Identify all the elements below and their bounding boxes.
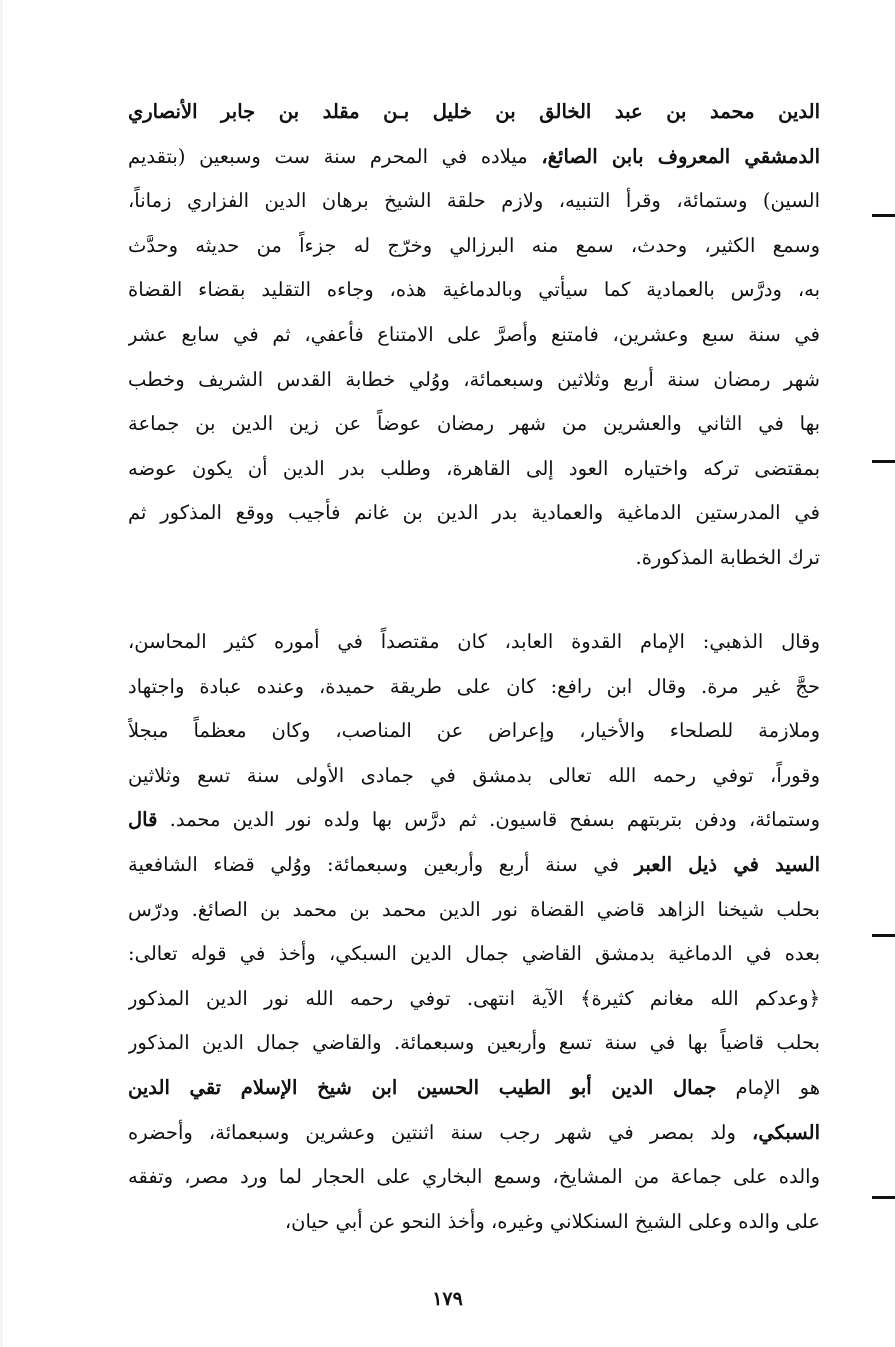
bold-text-segment: قال bbox=[128, 808, 158, 832]
text-line bbox=[128, 709, 820, 754]
bold-text-segment: السيد في ذيل العبر bbox=[634, 852, 820, 876]
text-segment: وملازمة للصلحاء والأخيار، وإعراض عن المناصب، وكان معظماً مبجلاً bbox=[128, 719, 820, 743]
text-line bbox=[128, 224, 820, 269]
text-line bbox=[128, 754, 820, 799]
text-segment: بمقتضى تركه واختياره العود إلى القاهرة، وطلب بدر الدين أن يكون عوضه bbox=[128, 456, 820, 480]
text-line bbox=[128, 536, 820, 581]
text-line bbox=[128, 402, 820, 447]
text-segment: هو الإمام bbox=[716, 1075, 820, 1099]
text-line bbox=[128, 1021, 820, 1066]
text-line bbox=[128, 313, 820, 358]
text-segment: حجَّ غير مرة. وقال ابن رافع: كان على طريقة حميدة، وعنده عبادة واجتهاد bbox=[128, 674, 820, 698]
margin-mark bbox=[872, 460, 895, 463]
text-line bbox=[128, 179, 820, 224]
bold-text-segment: السبكي، bbox=[752, 1120, 820, 1144]
text-line bbox=[128, 1111, 820, 1156]
text-line bbox=[128, 843, 820, 888]
text-line bbox=[128, 932, 820, 977]
text-segment: ﴿وعدكم الله مغانم كثيرة﴾ الآية انتهى. توفي رحمه الله نور الدين المذكور bbox=[128, 986, 820, 1010]
text-line bbox=[128, 268, 820, 313]
text-segment: وستمائة، ودفن بتربتهم بسفح قاسيون. ثم درَّس بها ولده نور الدين محمد. bbox=[157, 808, 820, 832]
bold-text-segment: الدين محمد بن عبد الخالق بن خليل بـن مقلد بن جابر الأنصاري bbox=[128, 100, 820, 123]
paragraph-2 bbox=[128, 620, 820, 1244]
text-segment: على والده وعلى الشيخ السنكلاني وغيره، وأخذ النحو عن أبي حيان، bbox=[284, 1209, 820, 1233]
text-line bbox=[128, 665, 820, 710]
margin-mark bbox=[872, 934, 895, 937]
bold-text-segment: الدمشقي المعروف بابن الصائغ، bbox=[541, 144, 820, 168]
text-segment: وقال الذهبي: الإمام القدوة العابد، كان مقتصداً في أموره كثير المحاسن، bbox=[128, 630, 820, 653]
text-segment: في سنة سبع وعشرين، فامتنع وأصرَّ على الامتناع فأعفي، ثم في سابع عشر bbox=[128, 322, 820, 346]
paragraph-1 bbox=[128, 90, 820, 581]
text-line bbox=[128, 620, 820, 665]
margin-mark bbox=[872, 1196, 895, 1199]
text-segment: ترك الخطابة المذكورة. bbox=[635, 545, 820, 569]
text-segment: بها في الثاني والعشرين من شهر رمضان عوضاً عن زين الدين بن جماعة bbox=[128, 412, 820, 436]
text-segment: في المدرستين الدماغية والعمادية بدر الدين بن غانم فأجيب ووقع المذكور ثم bbox=[128, 501, 820, 525]
text-line bbox=[128, 1155, 820, 1200]
text-segment: في سنة أربع وأربعين وسبعمائة: ووُلي قضاء الشافعية bbox=[128, 852, 635, 876]
text-line bbox=[128, 1066, 820, 1111]
text-segment: بحلب قاضياً بها في سنة تسع وأربعين وسبعمائة. والقاضي جمال الدين المذكور bbox=[128, 1031, 820, 1055]
text-line bbox=[128, 447, 820, 492]
page-number: ١٧٩ bbox=[432, 1288, 463, 1310]
text-segment: ولد بمصر في شهر رجب سنة اثنتين وعشرين وسبعمائة، وأحضره bbox=[128, 1120, 753, 1144]
text-segment: وقوراً، توفي رحمه الله تعالى بدمشق في جمادى الأولى سنة تسع وثلاثين bbox=[128, 763, 820, 787]
text-segment: به، ودرَّس بالعمادية كما سيأتي وبالدماغية هذه، وجاءه التقليد بقضاء القضاة bbox=[128, 278, 820, 302]
text-line bbox=[128, 135, 820, 180]
text-line bbox=[128, 1200, 820, 1245]
text-segment: والده على جماعة من المشايخ، وسمع البخاري على الحجار لما ورد مصر، وتفقه bbox=[128, 1165, 820, 1189]
margin-mark bbox=[872, 214, 895, 217]
text-line bbox=[128, 798, 820, 843]
text-line bbox=[128, 888, 820, 933]
text-segment: شهر رمضان سنة أربع وثلاثين وسبعمائة، ووُلي خطابة القدس الشريف وخطب bbox=[128, 367, 820, 391]
text-segment: ميلاده في المحرم سنة ست وسبعين (بتقديم bbox=[128, 144, 542, 168]
text-segment: بحلب شيخنا الزاهد قاضي القضاة نور الدين محمد بن محمد بن الصائغ. ودرّس bbox=[128, 897, 820, 921]
bold-text-segment: جمال الدين أبو الطيب الحسين ابن شيخ الإسلام تقي الدين bbox=[128, 1075, 717, 1099]
text-line bbox=[128, 977, 820, 1022]
page-edge-shadow bbox=[0, 0, 3, 1347]
text-segment: السين) وستمائة، وقرأ التنبيه، ولازم حلقة الشيخ برهان الدين الفزاري زماناً، bbox=[128, 189, 820, 213]
text-line bbox=[128, 90, 820, 135]
text-line bbox=[128, 491, 820, 536]
text-line bbox=[128, 358, 820, 403]
text-segment: وسمع الكثير، وحدث، سمع منه البرزالي وخرّج له جزءاً من حديثه وحدَّث bbox=[128, 233, 820, 257]
text-segment: بعده في الدماغية بدمشق القاضي جمال الدين السبكي، وأخذ في قوله تعالى: bbox=[128, 942, 820, 966]
